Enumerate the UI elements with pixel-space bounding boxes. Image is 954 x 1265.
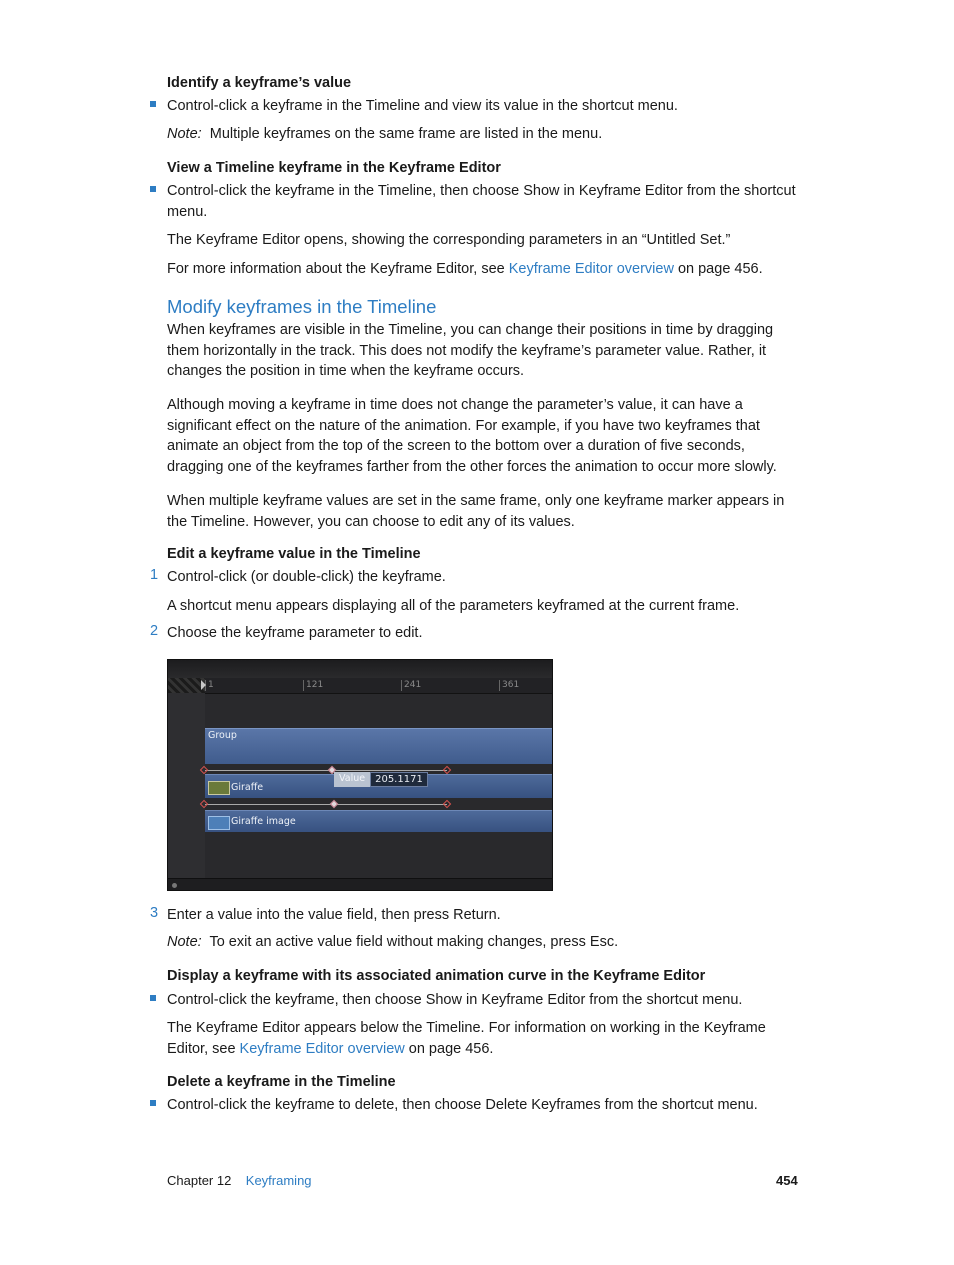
ruler-tick-line: [401, 680, 402, 691]
subheading-edit: Edit a keyframe value in the Timeline: [167, 546, 421, 562]
bullet-marker: [150, 995, 158, 1003]
keyframe-line: [205, 804, 447, 805]
paragraph: When keyframes are visible in the Timeline, you can change their positions in time by dragging them horizontally in the track. This does not modify the keyframe’s parameter value. Rather, it changes the position in time when the keyframe occurs.: [167, 322, 774, 380]
link-keyframe-editor-overview[interactable]: Keyframe Editor overview: [239, 1040, 405, 1057]
step-text: Control-click (or double-click) the keyframe.: [167, 569, 446, 585]
bullet-marker: [150, 101, 158, 109]
subheading-identify: Identify a keyframe’s value: [167, 75, 352, 91]
note-text: To exit an active value field without making changes, press Esc.: [209, 934, 619, 950]
layer-label: Giraffe image: [231, 816, 296, 827]
value-field[interactable]: 205.1171: [370, 772, 428, 787]
note-edit: [167, 932, 802, 953]
ruler-tick-line: [499, 680, 500, 691]
text: For more information about the Keyframe Editor, see: [167, 261, 509, 277]
step-text: Choose the keyframe parameter to edit.: [167, 625, 423, 641]
text: on page 456.: [404, 1040, 494, 1057]
ruler-tick-label: 1: [208, 680, 214, 690]
timeline-hatch: [168, 678, 205, 693]
page-number: 454: [776, 1173, 798, 1188]
bullet-text: Control-click the keyframe, then choose Show in Keyframe Editor from the shortcut menu.: [167, 992, 743, 1008]
text: The Keyframe Editor appears below the Timeline. For information on working in the Keyframe Editor, see: [167, 1020, 766, 1057]
link-keyframe-editor-overview[interactable]: Keyframe Editor overview: [508, 261, 674, 277]
bullet-marker: [150, 1100, 158, 1108]
subheading-delete: Delete a keyframe in the Timeline: [167, 1074, 396, 1090]
bullet-text: Control-click a keyframe in the Timeline and view its value in the shortcut menu.: [167, 98, 678, 114]
note-label: Note:: [167, 126, 202, 142]
chapter-number: Chapter 12: [167, 1173, 232, 1188]
ruler-tick-line: [303, 680, 304, 691]
chapter-name-link[interactable]: Keyframing: [245, 1173, 312, 1188]
paragraph-with-link: [167, 1018, 802, 1059]
bullet-marker: [150, 186, 158, 194]
step-number: 2: [150, 623, 159, 639]
playhead-icon[interactable]: [201, 680, 206, 690]
paragraph: Although moving a keyframe in time does not change the parameter’s value, it can have a significant effect on the nature of the animation. For example, if you have two keyframes that animate an object from the top of the screen to the bottom over a duration of five seconds, dragging one of the keyframes farther from the other forces the animation to occur more slowly.: [167, 397, 777, 475]
timeline-screenshot: [167, 659, 553, 891]
note-label: Note:: [167, 934, 202, 950]
layer-label: Giraffe: [231, 782, 264, 793]
note-identify: [167, 124, 802, 145]
subheading-display: Display a keyframe with its associated animation curve in the Keyframe Editor: [167, 968, 706, 984]
keyframe-line: [205, 770, 447, 771]
step-text: Enter a value into the value field, then press Return.: [167, 907, 501, 923]
bullet-text: Control-click the keyframe to delete, then choose Delete Keyframes from the shortcut menu.: [167, 1097, 758, 1113]
track-empty: [205, 832, 553, 879]
value-label: Value: [334, 772, 370, 787]
paragraph-with-link: [167, 259, 802, 280]
timeline-ruler[interactable]: [205, 678, 553, 694]
timeline-left-column: [168, 678, 206, 878]
timeline-top-bar: [168, 660, 552, 678]
layer-thumbnail-icon: [208, 781, 230, 795]
paragraph: When multiple keyframe values are set in the same frame, only one keyframe marker appears in the Timeline. However, you can choose to edit any of its values.: [167, 493, 785, 530]
timeline-scrollbar[interactable]: [168, 878, 552, 891]
step-detail: A shortcut menu appears displaying all of the parameters keyframed at the current frame.: [167, 598, 740, 614]
subheading-view: View a Timeline keyframe in the Keyframe Editor: [167, 160, 501, 176]
step-number: 3: [150, 905, 159, 921]
image-thumbnail-icon: [208, 816, 230, 830]
ruler-tick-label: 241: [404, 680, 422, 690]
bullet-text: Control-click the keyframe in the Timeline, then choose Show in Keyframe Editor from the shortcut menu.: [167, 183, 796, 220]
group-label: Group: [208, 730, 237, 741]
ruler-tick-label: 361: [502, 680, 520, 690]
text: on page 456.: [673, 261, 763, 277]
value-popup: [334, 772, 428, 787]
footer-chapter: [167, 1173, 312, 1188]
ruler-tick-label: 121: [306, 680, 324, 690]
step-number: 1: [150, 567, 159, 583]
track-empty: [205, 694, 553, 729]
note-text: Multiple keyframes on the same frame are listed in the menu.: [209, 126, 603, 142]
section-title: Modify keyframes in the Timeline: [167, 296, 437, 317]
paragraph: The Keyframe Editor opens, showing the corresponding parameters in an “Untitled Set.”: [167, 232, 731, 248]
track-giraffe-image[interactable]: [205, 810, 553, 833]
track-group[interactable]: [205, 728, 553, 765]
